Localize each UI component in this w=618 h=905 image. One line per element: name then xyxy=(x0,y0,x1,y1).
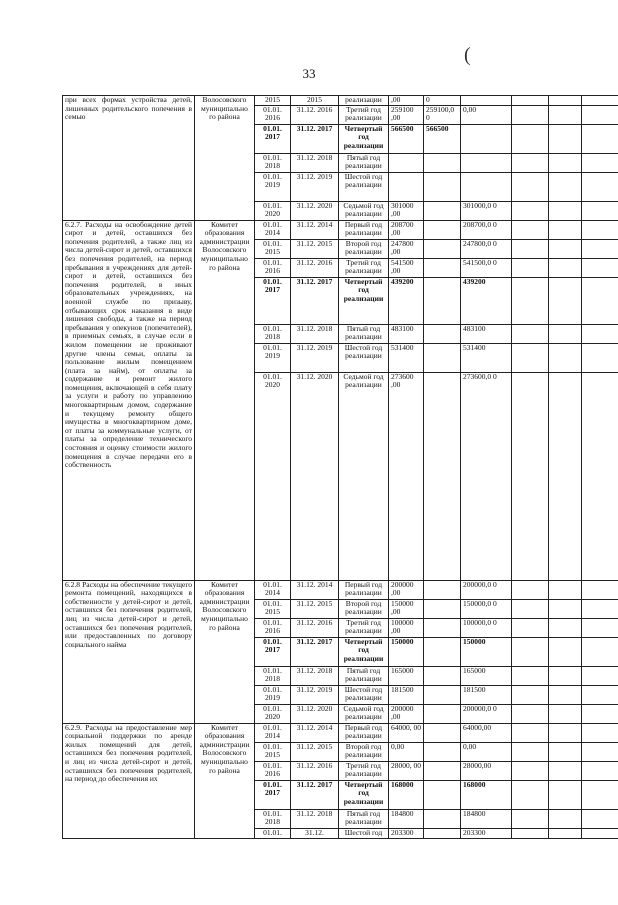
local-amount-cell xyxy=(512,742,549,761)
end-date-cell: 31.12. 2018 xyxy=(291,324,339,343)
other-amount-cell xyxy=(549,239,582,258)
start-date-cell: 01.01. 2016 xyxy=(255,105,291,124)
end-date-cell: 31.12. 2014 xyxy=(291,580,339,599)
end-date-cell: 31.12. 2020 xyxy=(291,201,339,220)
end-date-cell: 31.12. 2018 xyxy=(291,809,339,828)
page-number: 33 xyxy=(302,66,316,81)
period-cell: Пятый год реализации xyxy=(339,153,389,172)
federal-amount-cell xyxy=(424,828,461,838)
extra-amount-cell xyxy=(582,742,618,761)
start-date-cell: 01.01. 2017 xyxy=(255,124,291,153)
federal-amount-cell: 259100,0 0 xyxy=(424,105,461,124)
federal-amount-cell xyxy=(424,153,461,172)
start-date-cell: 01.01. 2017 xyxy=(255,277,291,324)
budget-table xyxy=(62,95,618,839)
start-date-cell: 2015 xyxy=(255,96,291,106)
local-amount-cell xyxy=(512,258,549,277)
period-cell: реализации xyxy=(339,96,389,106)
local-amount-cell xyxy=(512,580,549,599)
other-amount-cell xyxy=(549,599,582,618)
total-amount-cell: 181500 xyxy=(389,685,424,704)
federal-amount-cell xyxy=(424,704,461,723)
other-amount-cell xyxy=(549,618,582,637)
federal-amount-cell xyxy=(424,685,461,704)
start-date-cell: 01.01. 2014 xyxy=(255,220,291,239)
other-amount-cell xyxy=(549,372,582,580)
local-amount-cell xyxy=(512,637,549,666)
start-date-cell: 01.01. 2020 xyxy=(255,372,291,580)
period-cell: Шестой год реализации xyxy=(339,172,389,201)
executor-cell: Комитет образования администрации Волосовского муниципально го района xyxy=(195,580,255,723)
federal-amount-cell xyxy=(424,809,461,828)
end-date-cell: 31.12. 2014 xyxy=(291,723,339,742)
extra-amount-cell xyxy=(582,172,618,201)
local-amount-cell xyxy=(512,704,549,723)
start-date-cell: 01.01. 2014 xyxy=(255,723,291,742)
period-cell: Третий год реализации xyxy=(339,761,389,780)
regional-amount-cell: 168000 xyxy=(461,780,512,809)
extra-amount-cell xyxy=(582,599,618,618)
extra-amount-cell xyxy=(582,258,618,277)
regional-amount-cell: 150000 xyxy=(461,637,512,666)
start-date-cell: 01.01. 2014 xyxy=(255,580,291,599)
end-date-cell: 31.12. 2018 xyxy=(291,153,339,172)
total-amount-cell: 200000 ,00 xyxy=(389,580,424,599)
other-amount-cell xyxy=(549,277,582,324)
total-amount-cell: 64000, 00 xyxy=(389,723,424,742)
local-amount-cell xyxy=(512,220,549,239)
extra-amount-cell xyxy=(582,666,618,685)
other-amount-cell xyxy=(549,723,582,742)
start-date-cell: 01.01. 2015 xyxy=(255,742,291,761)
end-date-cell: 31.12. 2017 xyxy=(291,277,339,324)
regional-amount-cell: 439200 xyxy=(461,277,512,324)
regional-amount-cell xyxy=(461,124,512,153)
total-amount-cell: 150000 xyxy=(389,637,424,666)
other-amount-cell xyxy=(549,258,582,277)
federal-amount-cell xyxy=(424,343,461,372)
extra-amount-cell xyxy=(582,580,618,599)
local-amount-cell xyxy=(512,277,549,324)
period-cell: Пятый год реализации xyxy=(339,324,389,343)
regional-amount-cell: 483100 xyxy=(461,324,512,343)
extra-amount-cell xyxy=(582,685,618,704)
local-amount-cell xyxy=(512,828,549,838)
other-amount-cell xyxy=(549,742,582,761)
extra-amount-cell xyxy=(582,324,618,343)
federal-amount-cell xyxy=(424,666,461,685)
executor-cell: Комитет образования администрации Волосовского муниципально го района xyxy=(195,723,255,838)
federal-amount-cell xyxy=(424,324,461,343)
regional-amount-cell: 184800 xyxy=(461,809,512,828)
total-amount-cell: 566500 xyxy=(389,124,424,153)
table-row xyxy=(63,723,618,742)
total-amount-cell: 483100 xyxy=(389,324,424,343)
federal-amount-cell: 566500 xyxy=(424,124,461,153)
table-row xyxy=(63,220,618,239)
total-amount-cell: 165000 xyxy=(389,666,424,685)
extra-amount-cell xyxy=(582,96,618,106)
period-cell: Первый год реализации xyxy=(339,580,389,599)
measure-name-cell: 6.2.7. Расходы на освобождение детей сирот и детей, оставшихся без попечения родителей, а также лиц из числа детей-сирот и детей, оставшихся без попечения родителей, на период пребывания в учреждениях для детей-сирот и детей, оставшихся без попечения родителей, в иных образовательных учреждениях, на военной службе по призыву, отбывающих срок наказания в виде лишения свободы, а также на период пребывания у опекунов (попечителей), в приемных семьях, в случае если в жилом помещении не проживают другие члены семьи, оплаты за пользование жилым помещением (плата за найм), от оплаты за содержание и ремонт жилого помещения, включающей в себя плату за услуги и работу по управлению многоквартирным домом, содержание и текущему ремонту общего имущества в многоквартирном доме, от платы за коммунальные услуги, от платы за определение технического состояния и оценку стоимости жилого помещения в случае передачи его в собственность xyxy=(63,220,195,580)
other-amount-cell xyxy=(549,780,582,809)
total-amount-cell: 439200 xyxy=(389,277,424,324)
start-date-cell: 01.01. 2018 xyxy=(255,153,291,172)
start-date-cell: 01.01. 2018 xyxy=(255,809,291,828)
end-date-cell: 31.12. 2016 xyxy=(291,618,339,637)
period-cell: Седьмой год реализации xyxy=(339,201,389,220)
total-amount-cell: 150000 ,00 xyxy=(389,599,424,618)
regional-amount-cell: 247800,0 0 xyxy=(461,239,512,258)
total-amount-cell: 184800 xyxy=(389,809,424,828)
federal-amount-cell xyxy=(424,201,461,220)
total-amount-cell: 200000 ,00 xyxy=(389,704,424,723)
total-amount-cell: 0,00 xyxy=(389,742,424,761)
total-amount-cell: ,00 xyxy=(389,96,424,106)
period-cell: Шестой год xyxy=(339,828,389,838)
extra-amount-cell xyxy=(582,761,618,780)
end-date-cell: 31.12. 2019 xyxy=(291,172,339,201)
measure-name-cell: при всех формах устройства детей, лишенных родительского попечения в семью xyxy=(63,96,195,221)
local-amount-cell xyxy=(512,324,549,343)
executor-cell: Комитет образования администрации Волосовского муниципально го района xyxy=(195,220,255,580)
other-amount-cell xyxy=(549,637,582,666)
period-cell: Четвертый год реализации xyxy=(339,124,389,153)
total-amount-cell: 168000 xyxy=(389,780,424,809)
local-amount-cell xyxy=(512,239,549,258)
start-date-cell: 01.01. 2016 xyxy=(255,618,291,637)
start-date-cell: 01.01. 2019 xyxy=(255,172,291,201)
period-cell: Второй год реализации xyxy=(339,599,389,618)
federal-amount-cell xyxy=(424,637,461,666)
federal-amount-cell xyxy=(424,372,461,580)
federal-amount-cell: 0 xyxy=(424,96,461,106)
extra-amount-cell xyxy=(582,124,618,153)
regional-amount-cell: 301000,0 0 xyxy=(461,201,512,220)
extra-amount-cell xyxy=(582,105,618,124)
end-date-cell: 31.12. 2019 xyxy=(291,685,339,704)
regional-amount-cell: 0,00 xyxy=(461,742,512,761)
end-date-cell: 31.12. 2020 xyxy=(291,372,339,580)
local-amount-cell xyxy=(512,105,549,124)
regional-amount-cell: 531400 xyxy=(461,343,512,372)
total-amount-cell: 301000 ,00 xyxy=(389,201,424,220)
federal-amount-cell xyxy=(424,220,461,239)
table-row xyxy=(63,580,618,599)
regional-amount-cell: 200000,0 0 xyxy=(461,704,512,723)
period-cell: Второй год реализации xyxy=(339,239,389,258)
federal-amount-cell xyxy=(424,172,461,201)
start-date-cell: 01.01. 2016 xyxy=(255,761,291,780)
total-amount-cell: 541500 ,00 xyxy=(389,258,424,277)
period-cell: Пятый год реализации xyxy=(339,666,389,685)
extra-amount-cell xyxy=(582,220,618,239)
extra-amount-cell xyxy=(582,828,618,838)
period-cell: Четвертый год реализации xyxy=(339,637,389,666)
regional-amount-cell: 541500,0 0 xyxy=(461,258,512,277)
other-amount-cell xyxy=(549,343,582,372)
end-date-cell: 31.12. 2017 xyxy=(291,637,339,666)
end-date-cell: 31.12. 2016 xyxy=(291,105,339,124)
federal-amount-cell xyxy=(424,239,461,258)
extra-amount-cell xyxy=(582,723,618,742)
other-amount-cell xyxy=(549,828,582,838)
local-amount-cell xyxy=(512,96,549,106)
start-date-cell: 01.01. 2015 xyxy=(255,599,291,618)
period-cell: Третий год реализации xyxy=(339,618,389,637)
end-date-cell: 2015 xyxy=(291,96,339,106)
local-amount-cell xyxy=(512,761,549,780)
total-amount-cell: 100000 ,00 xyxy=(389,618,424,637)
other-amount-cell xyxy=(549,685,582,704)
local-amount-cell xyxy=(512,343,549,372)
end-date-cell: 31.12. 2017 xyxy=(291,780,339,809)
period-cell: Пятый год реализации xyxy=(339,809,389,828)
other-amount-cell xyxy=(549,124,582,153)
extra-amount-cell xyxy=(582,153,618,172)
other-amount-cell xyxy=(549,809,582,828)
period-cell: Первый год реализации xyxy=(339,723,389,742)
extra-amount-cell xyxy=(582,704,618,723)
federal-amount-cell xyxy=(424,580,461,599)
start-date-cell: 01.01. 2019 xyxy=(255,685,291,704)
federal-amount-cell xyxy=(424,258,461,277)
executor-cell: Волосовского муниципально го района xyxy=(195,96,255,221)
period-cell: Шестой год реализации xyxy=(339,685,389,704)
end-date-cell: 31.12. 2015 xyxy=(291,239,339,258)
end-date-cell: 31.12. 2018 xyxy=(291,666,339,685)
extra-amount-cell xyxy=(582,277,618,324)
federal-amount-cell xyxy=(424,723,461,742)
extra-amount-cell xyxy=(582,239,618,258)
extra-amount-cell xyxy=(582,780,618,809)
start-date-cell: 01.01. 2016 xyxy=(255,258,291,277)
federal-amount-cell xyxy=(424,599,461,618)
period-cell: Первый год реализации xyxy=(339,220,389,239)
start-date-cell: 01.01. 2015 xyxy=(255,239,291,258)
period-cell: Четвертый год реализации xyxy=(339,780,389,809)
extra-amount-cell xyxy=(582,201,618,220)
local-amount-cell xyxy=(512,172,549,201)
start-date-cell: 01.01. 2020 xyxy=(255,704,291,723)
extra-amount-cell xyxy=(582,637,618,666)
start-date-cell: 01.01. xyxy=(255,828,291,838)
other-amount-cell xyxy=(549,172,582,201)
regional-amount-cell xyxy=(461,153,512,172)
local-amount-cell xyxy=(512,124,549,153)
regional-amount-cell xyxy=(461,96,512,106)
total-amount-cell: 259100 ,00 xyxy=(389,105,424,124)
measure-name-cell: 6.2.9. Расходы на предоставление мер социальной поддержки по аренде жилых помещений для детей, оставшихся без попечения родителей, и лиц из числа детей-сирот и детей, оставшихся без попечения родителей, на период до обеспечения их xyxy=(63,723,195,838)
end-date-cell: 31.12. xyxy=(291,828,339,838)
start-date-cell: 01.01. 2018 xyxy=(255,666,291,685)
regional-amount-cell: 150000,0 0 xyxy=(461,599,512,618)
regional-amount-cell: 0,00 xyxy=(461,105,512,124)
other-amount-cell xyxy=(549,105,582,124)
federal-amount-cell xyxy=(424,780,461,809)
end-date-cell: 31.12. 2016 xyxy=(291,761,339,780)
period-cell: Третий год реализации xyxy=(339,105,389,124)
end-date-cell: 31.12. 2014 xyxy=(291,220,339,239)
total-amount-cell: 208700 ,00 xyxy=(389,220,424,239)
period-cell: Четвертый год реализации xyxy=(339,277,389,324)
total-amount-cell xyxy=(389,153,424,172)
period-cell: Шестой год реализации xyxy=(339,343,389,372)
other-amount-cell xyxy=(549,201,582,220)
total-amount-cell: 203300 xyxy=(389,828,424,838)
extra-amount-cell xyxy=(582,372,618,580)
other-amount-cell xyxy=(549,666,582,685)
period-cell: Третий год реализации xyxy=(339,258,389,277)
local-amount-cell xyxy=(512,372,549,580)
regional-amount-cell: 181500 xyxy=(461,685,512,704)
total-amount-cell: 273600 ,00 xyxy=(389,372,424,580)
federal-amount-cell xyxy=(424,277,461,324)
start-date-cell: 01.01. 2018 xyxy=(255,324,291,343)
local-amount-cell xyxy=(512,201,549,220)
regional-amount-cell: 208700,0 0 xyxy=(461,220,512,239)
end-date-cell: 31.12. 2020 xyxy=(291,704,339,723)
regional-amount-cell: 28000,00 xyxy=(461,761,512,780)
other-amount-cell xyxy=(549,220,582,239)
period-cell: Седьмой год реализации xyxy=(339,372,389,580)
local-amount-cell xyxy=(512,153,549,172)
other-amount-cell xyxy=(549,761,582,780)
local-amount-cell xyxy=(512,599,549,618)
corner-pen-mark: ( xyxy=(464,44,471,66)
local-amount-cell xyxy=(512,809,549,828)
other-amount-cell xyxy=(549,153,582,172)
local-amount-cell xyxy=(512,618,549,637)
other-amount-cell xyxy=(549,324,582,343)
federal-amount-cell xyxy=(424,742,461,761)
regional-amount-cell: 203300 xyxy=(461,828,512,838)
extra-amount-cell xyxy=(582,343,618,372)
regional-amount-cell: 100000,0 0 xyxy=(461,618,512,637)
federal-amount-cell xyxy=(424,618,461,637)
end-date-cell: 31.12. 2017 xyxy=(291,124,339,153)
federal-amount-cell xyxy=(424,761,461,780)
other-amount-cell xyxy=(549,96,582,106)
other-amount-cell xyxy=(549,704,582,723)
local-amount-cell xyxy=(512,723,549,742)
end-date-cell: 31.12. 2015 xyxy=(291,599,339,618)
start-date-cell: 01.01. 2017 xyxy=(255,780,291,809)
regional-amount-cell: 165000 xyxy=(461,666,512,685)
extra-amount-cell xyxy=(582,618,618,637)
local-amount-cell xyxy=(512,685,549,704)
total-amount-cell: 247800 ,00 xyxy=(389,239,424,258)
total-amount-cell: 28000, 00 xyxy=(389,761,424,780)
total-amount-cell: 531400 xyxy=(389,343,424,372)
end-date-cell: 31.12. 2016 xyxy=(291,258,339,277)
start-date-cell: 01.01. 2019 xyxy=(255,343,291,372)
extra-amount-cell xyxy=(582,809,618,828)
start-date-cell: 01.01. 2017 xyxy=(255,637,291,666)
end-date-cell: 31.12. 2015 xyxy=(291,742,339,761)
local-amount-cell xyxy=(512,780,549,809)
table-row xyxy=(63,96,618,106)
regional-amount-cell: 64000,00 xyxy=(461,723,512,742)
measure-name-cell: 6.2.8 Расходы на обеспечение текущего ремонта помещений, находящихся в собственности у детей-сирот и детей, оставшихся без попечения родителей, лиц из числа детей-сирот и детей, оставшихся без попечения родителей, или предоставленных по договору социального найма xyxy=(63,580,195,723)
regional-amount-cell xyxy=(461,172,512,201)
other-amount-cell xyxy=(549,580,582,599)
local-amount-cell xyxy=(512,666,549,685)
regional-amount-cell: 200000,0 0 xyxy=(461,580,512,599)
total-amount-cell xyxy=(389,172,424,201)
start-date-cell: 01.01. 2020 xyxy=(255,201,291,220)
period-cell: Второй год реализации xyxy=(339,742,389,761)
end-date-cell: 31.12. 2019 xyxy=(291,343,339,372)
regional-amount-cell: 273600,0 0 xyxy=(461,372,512,580)
period-cell: Седьмой год реализации xyxy=(339,704,389,723)
